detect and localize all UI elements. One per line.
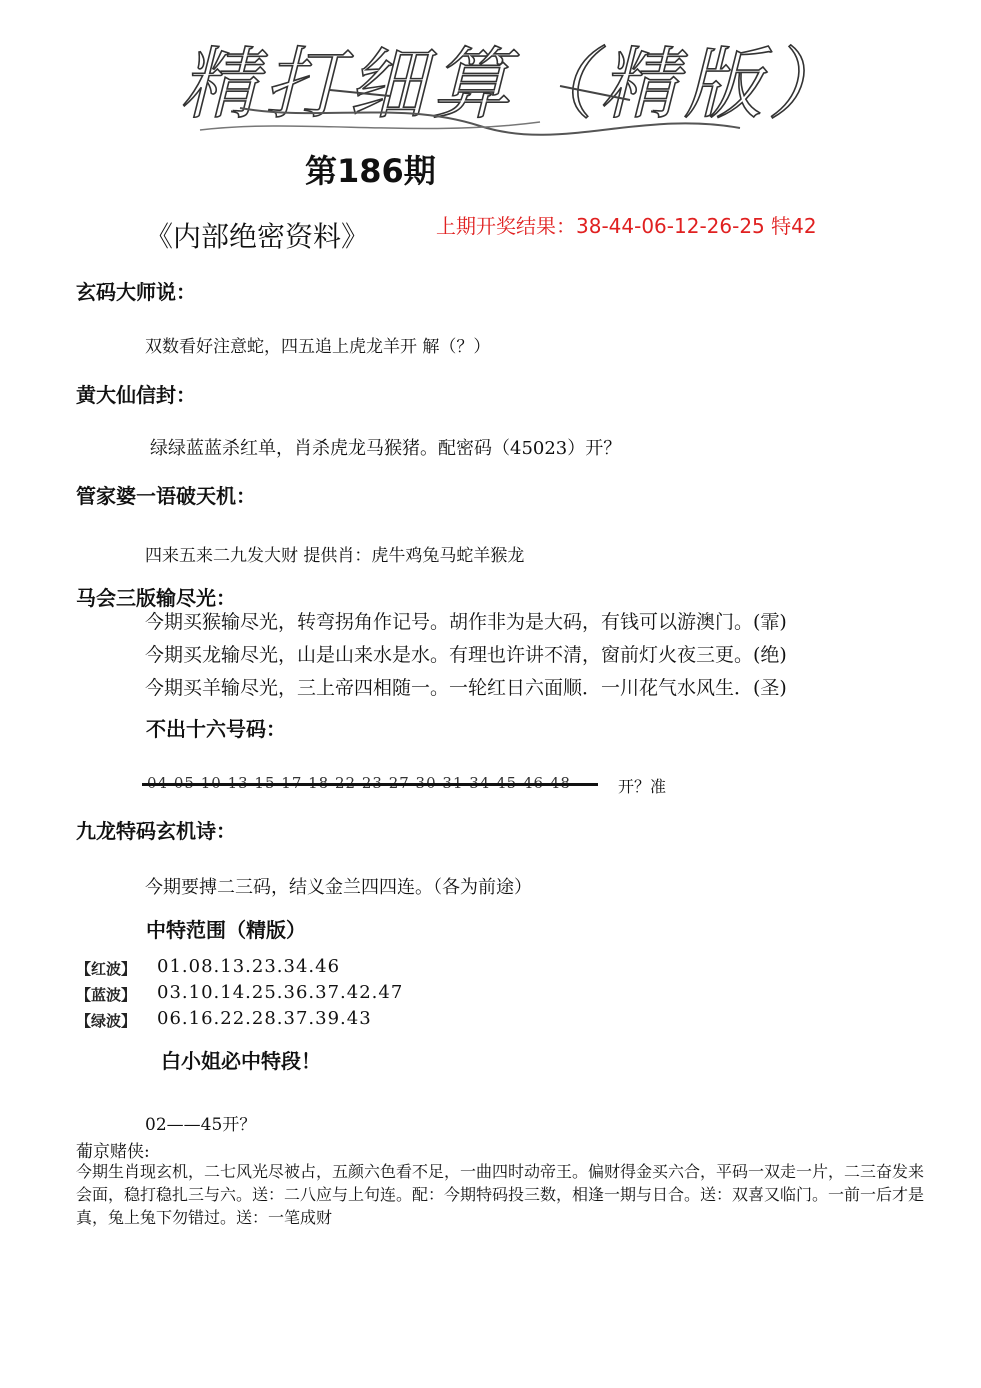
mahui-line: 今期买猴输尽光，转弯拐角作记号。胡作非为是大码，有钱可以游澳门。(霏)	[145, 611, 787, 633]
mahui-line: 今期买羊输尽光，三上帝四相随一。一轮红日六面顺．一川花气水风生．(圣)	[145, 677, 787, 699]
wave-label-green: 【绿波】	[76, 1012, 137, 1030]
issue-number: 第186期	[305, 152, 436, 190]
section-heading-pujing: 葡京赌侠:	[76, 1142, 150, 1162]
section-heading-huangdaxian: 黄大仙信封：	[76, 383, 196, 407]
section-heading-zhongte: 中特范围（精版）	[146, 918, 306, 942]
secret-title: 《内部绝密资料》	[145, 220, 370, 253]
section-heading-bai: 白小姐必中特段！	[161, 1049, 321, 1073]
section-text-bai: 02——45开？	[145, 1115, 257, 1135]
section-heading-mahui: 马会三版输尽光：	[76, 586, 236, 610]
wave-numbers-red: 01.08.13.23.34.46	[157, 956, 341, 977]
section-text-xuanma: 双数看好注意蛇，四五追上虎龙羊开 解（？）	[145, 337, 491, 357]
section-heading-guanjiapo: 管家婆一语破天机：	[76, 484, 256, 508]
mahui-line: 今期买龙输尽光，山是山来水是水。有理也许讲不清，窗前灯火夜三更。(绝)	[145, 644, 787, 666]
last-draw-result: 上期开奖结果：38-44-06-12-26-25 特42	[436, 214, 817, 238]
wave-numbers-green: 06.16.22.28.37.39.43	[157, 1008, 372, 1029]
banner-scribble-decoration	[180, 30, 853, 140]
section-heading-buchu: 不出十六号码：	[146, 717, 286, 741]
section-text-guanjiapo: 四来五来二九发大财 提供肖：虎牛鸡兔马蛇羊猴龙	[145, 546, 525, 566]
section-text-pujing: 今期生肖现玄机，二七风光尽被占，五颜六色看不足，一曲四时动帝王。偏财得金买六合，平码一双走一片，二三奋发来会面，稳打稳扎三与六。送：二八应与上句连。配：今期特码投三数，相逢一期与日合。送：双喜又临门。一前一后才是真，兔上兔下勿错过。送：一笔成财	[76, 1162, 925, 1227]
section-text-huangdaxian: 绿绿蓝蓝杀红单，肖杀虎龙马猴猪。配密码（45023）开？	[150, 438, 622, 459]
strikethrough-bar	[142, 783, 598, 786]
wave-numbers-blue: 03.10.14.25.36.37.42.47	[157, 982, 404, 1003]
wave-label-red: 【红波】	[76, 960, 137, 978]
section-text-jiulong: 今期要搏二三码，结义金兰四四连。（各为前途）	[145, 877, 532, 898]
section-heading-xuanma: 玄码大师说：	[76, 280, 196, 304]
section-heading-jiulong: 九龙特码玄机诗：	[76, 819, 236, 843]
wave-label-blue: 【蓝波】	[76, 986, 137, 1004]
banner-title: 精打细算（精版）	[180, 40, 853, 130]
excluded-numbers-note: 开？准	[618, 777, 667, 796]
